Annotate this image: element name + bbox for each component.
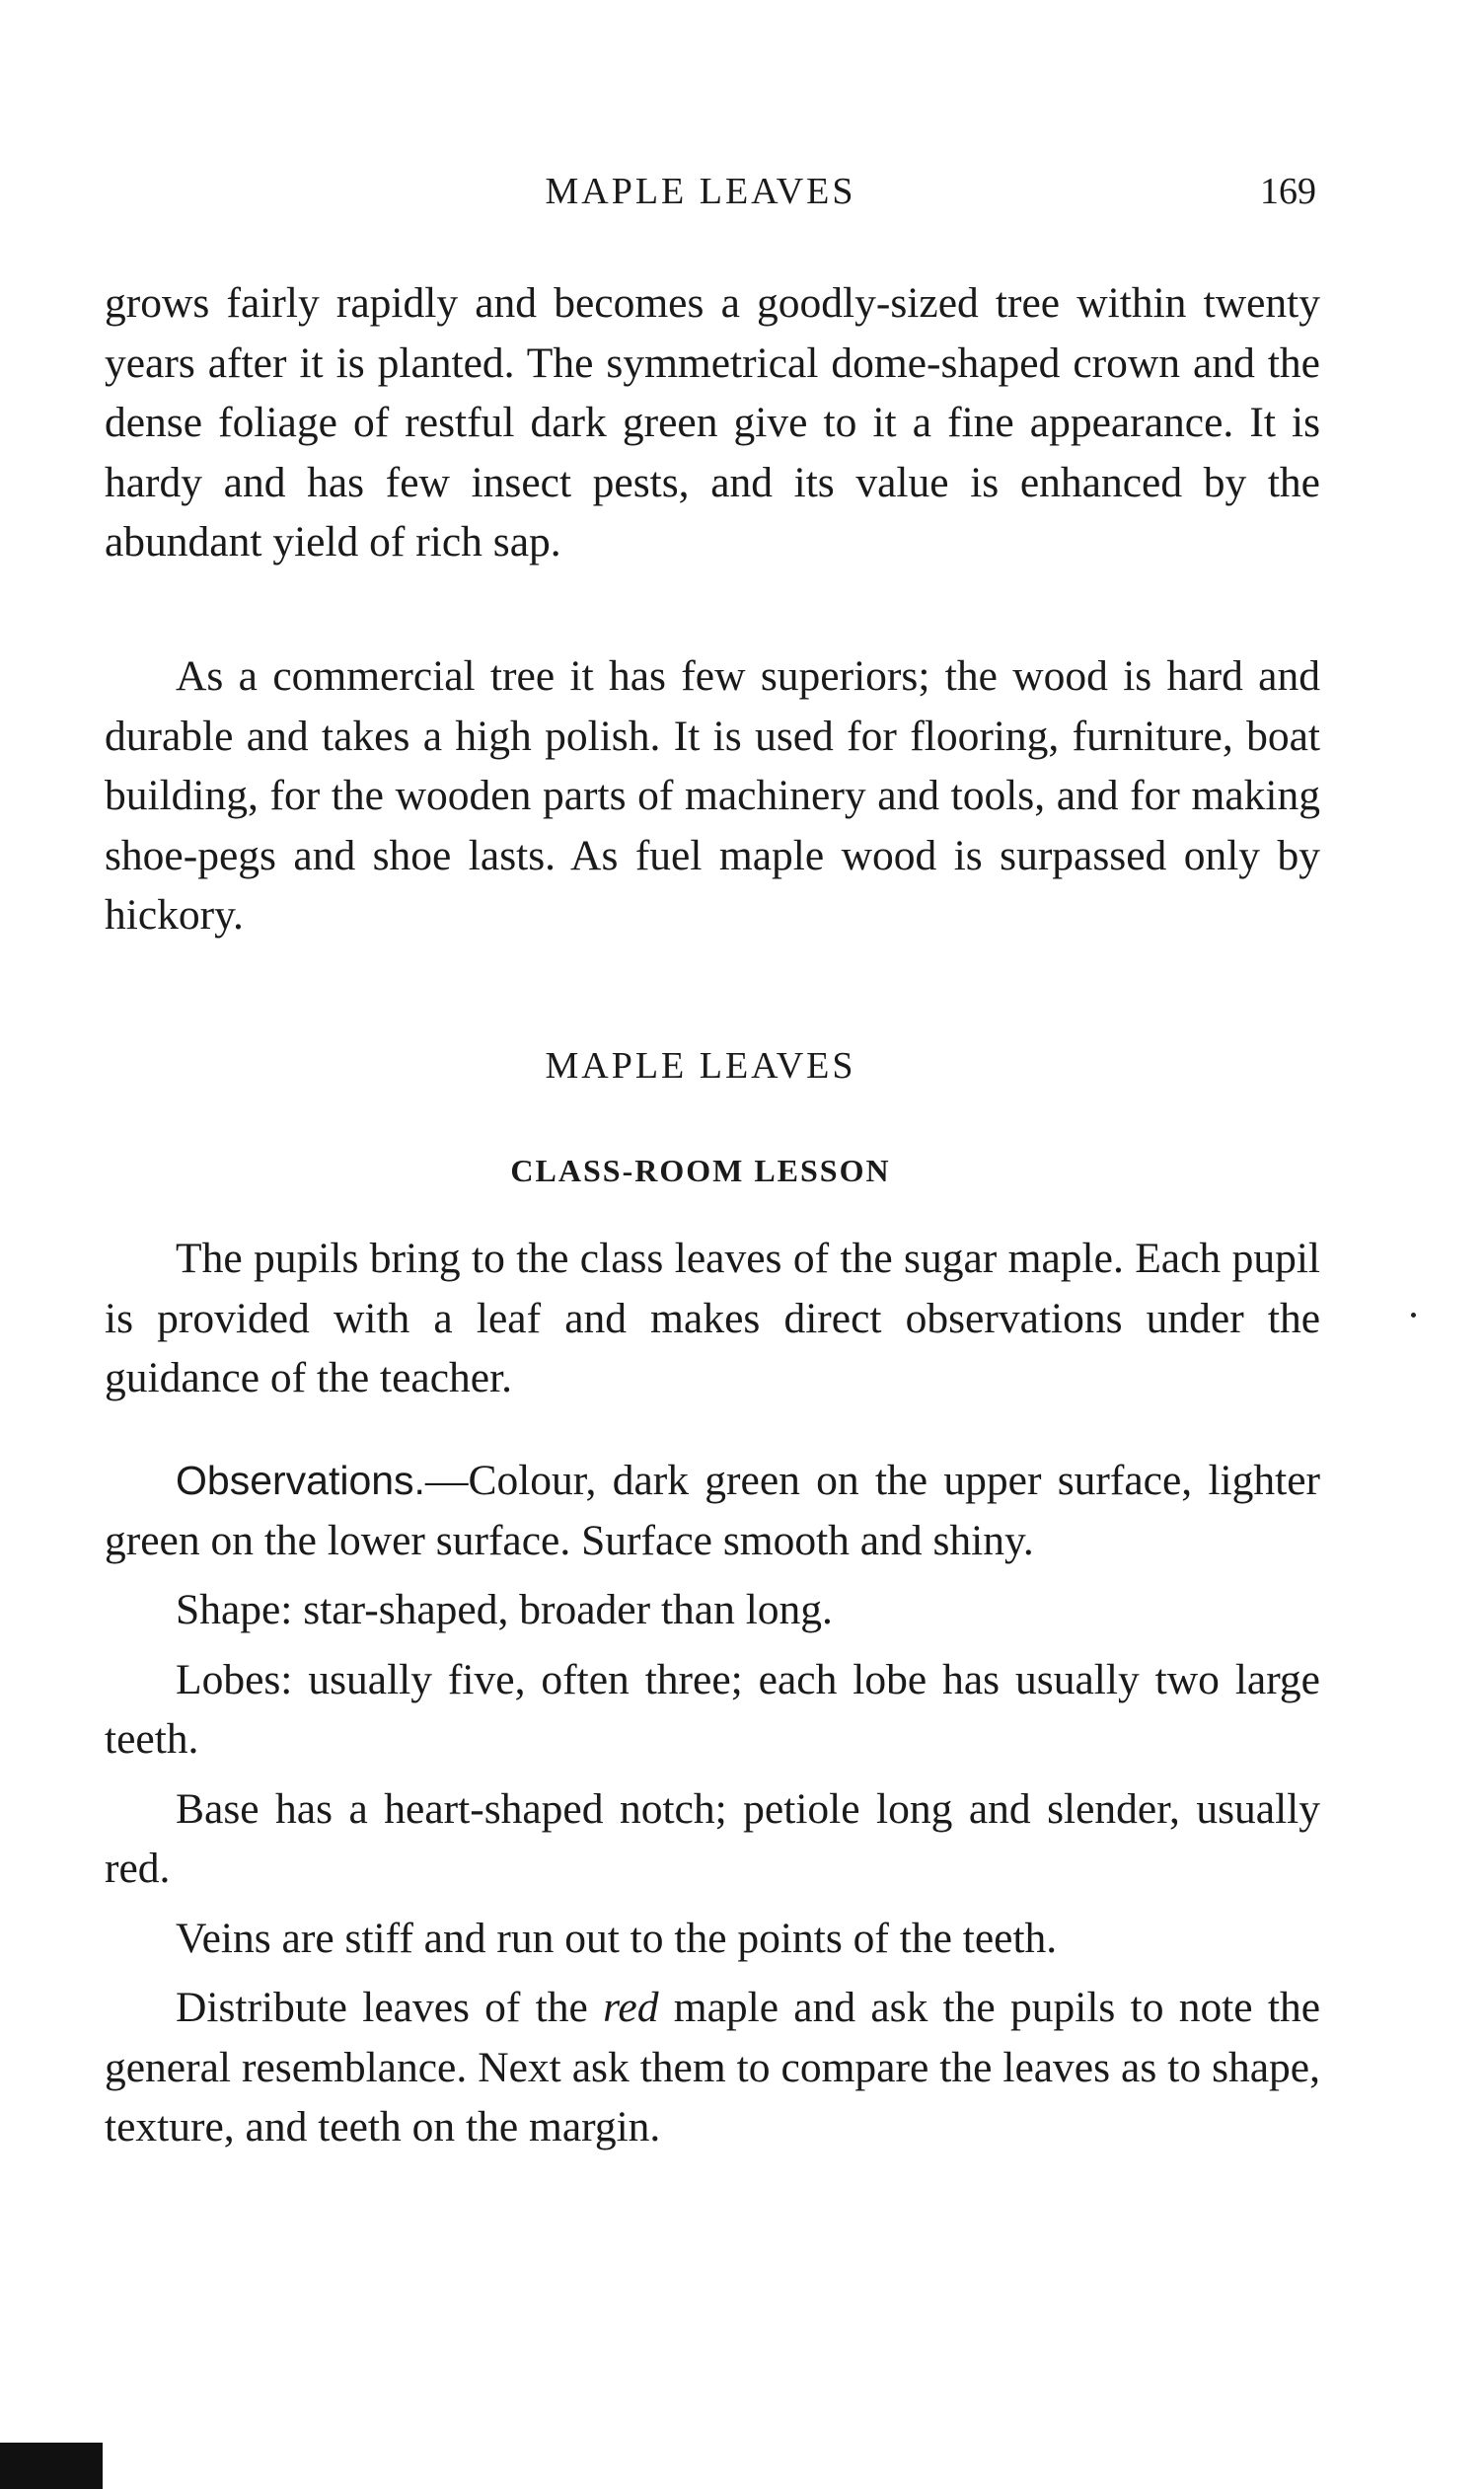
running-title: MAPLE LEAVES: [545, 171, 856, 212]
distribute-text-start: Distribute leaves of the: [176, 1984, 604, 2031]
scan-edge-mark: [0, 2443, 103, 2489]
section-title: MAPLE LEAVES: [545, 1045, 856, 1087]
commercial-paragraph: [105, 646, 1320, 945]
print-speck: [1411, 1313, 1416, 1318]
paragraph-tree-growth: grows fairly rapidly and becomes a goodly-sized tree within twenty years after it is planted. The symmetrical dome-shaped crown and the dense foliage of restful dark green give to it a fine appearance. It is hardy and has few insect pests, and its value is enhanced by the abundant yield of rich sap.: [105, 279, 1320, 566]
paragraph-commercial-uses: As a commercial tree it has few superiors; the wood is hard and durable and takes a high polish. It is used for flooring, furniture, boat building, for the wooden parts of machinery and tools, and for making shoe-pegs and shoe lasts. As fuel maple wood is surpassed only by hickory.: [105, 652, 1320, 939]
observation-base: Base has a heart-shaped notch; petiole long and slender, usually red.: [105, 1784, 1320, 1892]
observation-colour-text: —Colour, dark green on the upper surface, lighter green on the lower surface. Surface smooth and shiny.: [105, 1457, 1320, 1564]
observations-label: Observations.: [176, 1458, 425, 1503]
observation-shape: Shape: star-shaped, broader than long.: [176, 1586, 833, 1633]
observation-colour: [105, 1451, 1320, 1570]
running-head: [0, 170, 1484, 219]
distribute-emphasis: red: [603, 1984, 659, 2031]
lesson-intro: [105, 1229, 1320, 1408]
observation-lobes: Lobes: usually five, often three; each lobe has usually two large teeth.: [105, 1655, 1320, 1763]
paragraph-lesson-intro: The pupils bring to the class leaves of the sugar maple. Each pupil is provided with a leaf and makes direct observations under the guidance of the teacher.: [105, 1235, 1320, 1401]
observations-list: [105, 1451, 1320, 2157]
section-subtitle: CLASS-ROOM LESSON: [510, 1153, 891, 1188]
continuation-paragraph: [105, 273, 1320, 572]
distribute-text-end: maple and ask the pupils to note the general resemblance. Next ask them to compare the leaves as to shape, texture, and teeth on the margin.: [105, 1984, 1320, 2150]
distribute-instruction: [105, 1978, 1320, 2157]
page-number: 169: [1260, 171, 1316, 212]
observation-veins: Veins are stiff and run out to the points of the teeth.: [176, 1914, 1058, 1962]
